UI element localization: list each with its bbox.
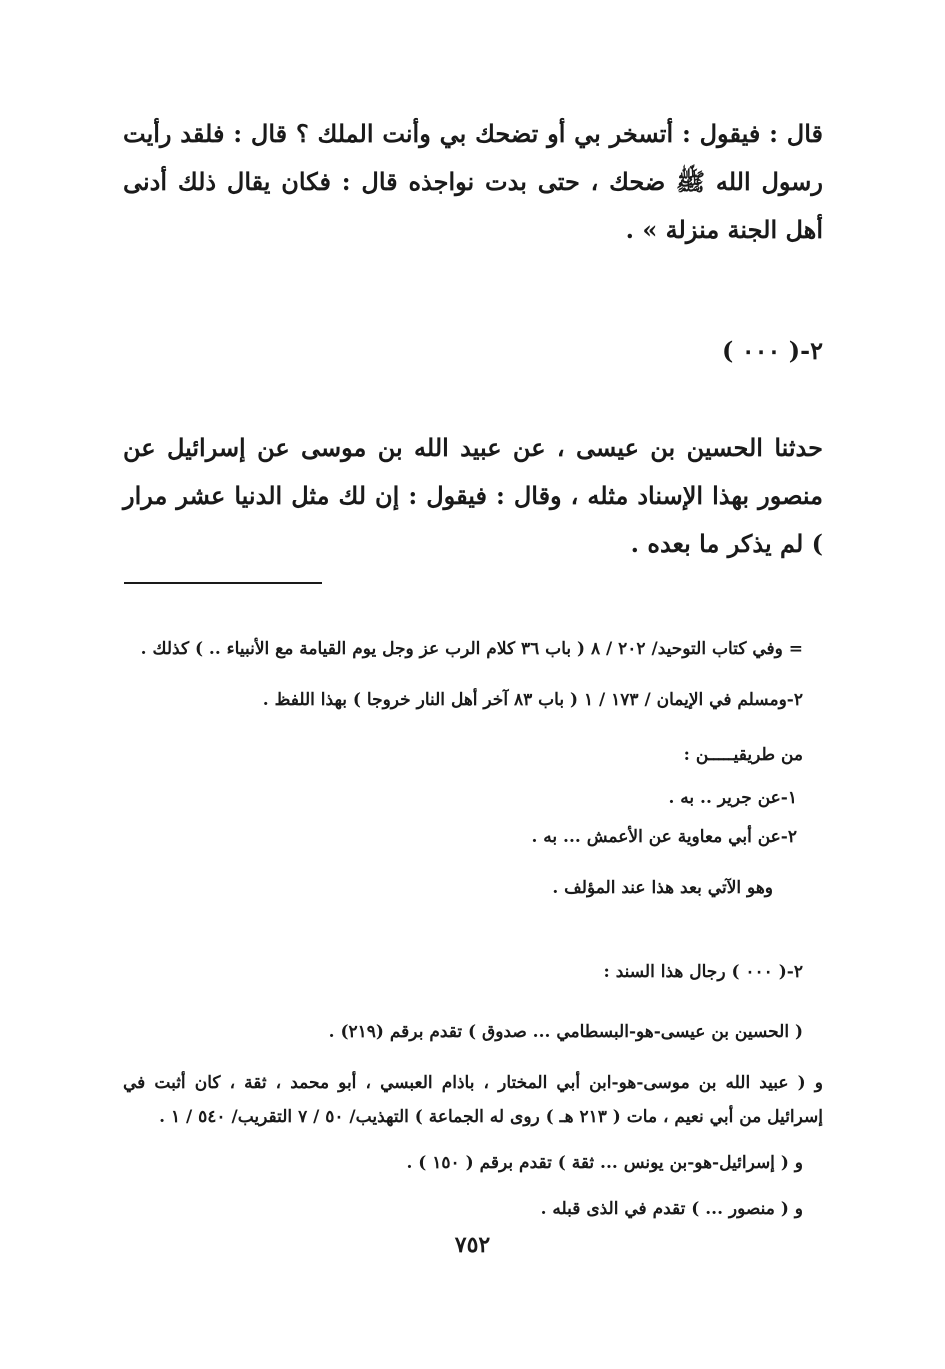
footnote-line: من طريقيـــــن : <box>683 745 803 765</box>
footnote-line: = وفي كتاب التوحيد/ ٢٠٢ / ٨ ( باب ٣٦ كلام الرب عز وجل يوم القيامة مع الأنبياء .. ) كذلك . <box>140 639 803 659</box>
footnote-line: و ( منصور ... ) تقدم في الذى قبله . <box>540 1199 803 1219</box>
footnote-line: ١-عن جرير .. به . <box>668 788 797 808</box>
footnote-line: ٢-عن أبي معاوية عن الأعمش ... به . <box>531 827 797 847</box>
main-paragraph-1: قال : فيقول : أتسخر بي أو تضحك بي وأنت الملك ؟ قال : فلقد رأيت رسول الله ﷺ ضحك ، حتى بدت نواجذه قال : فكان يقال ذلك أدنى أهل الجنة منزلة » . <box>123 119 823 244</box>
hadith-number: ٢-( ٠٠٠ ) <box>722 336 823 365</box>
footnote-heading: ٢-( ٠٠٠ ) رجال هذا السند : <box>603 962 803 982</box>
footnote-line: و ( عبيد الله بن موسى-هو-ابن أبي المختار ، باذام العبسي ، أبو محمد ، ثقة ، كان أثبت في إسرائيل من أبي نعيم ، مات ( ٢١٣ هـ ) روى له الجماعة ) التهذيب/ ٥٠ / ٧ التقريب/ ٥٤٠ / ١ . <box>123 1073 823 1127</box>
footnote-line: و ( إسرائيل-هو-بن يونس ... ثقة ) تقدم برقم ( ١٥٠ ) . <box>406 1153 803 1173</box>
footnote-line: ( الحسين بن عيسى-هو-البسطامي ... صدوق ) تقدم برقم (٢١٩) . <box>328 1022 803 1042</box>
footnote-line: ٢-ومسلم في الإيمان / ١٧٣ / ١ ( باب ٨٣ آخر أهل النار خروجا ) بهذا اللفظ . <box>262 690 803 710</box>
footnote-divider <box>124 582 322 584</box>
main-paragraph-2: حدثنا الحسين بن عيسى ، عن عبيد الله بن موسى عن إسرائيل عن منصور بهذا الإسناد مثله ، وقال : فيقول : إن لك مثل الدنيا عشر مرار ) لم يذكر ما بعده . <box>123 433 823 558</box>
footnote-line: وهو الآتي بعد هذا عند المؤلف . <box>552 878 773 898</box>
page-number: ٧٥٢ <box>454 1232 491 1258</box>
